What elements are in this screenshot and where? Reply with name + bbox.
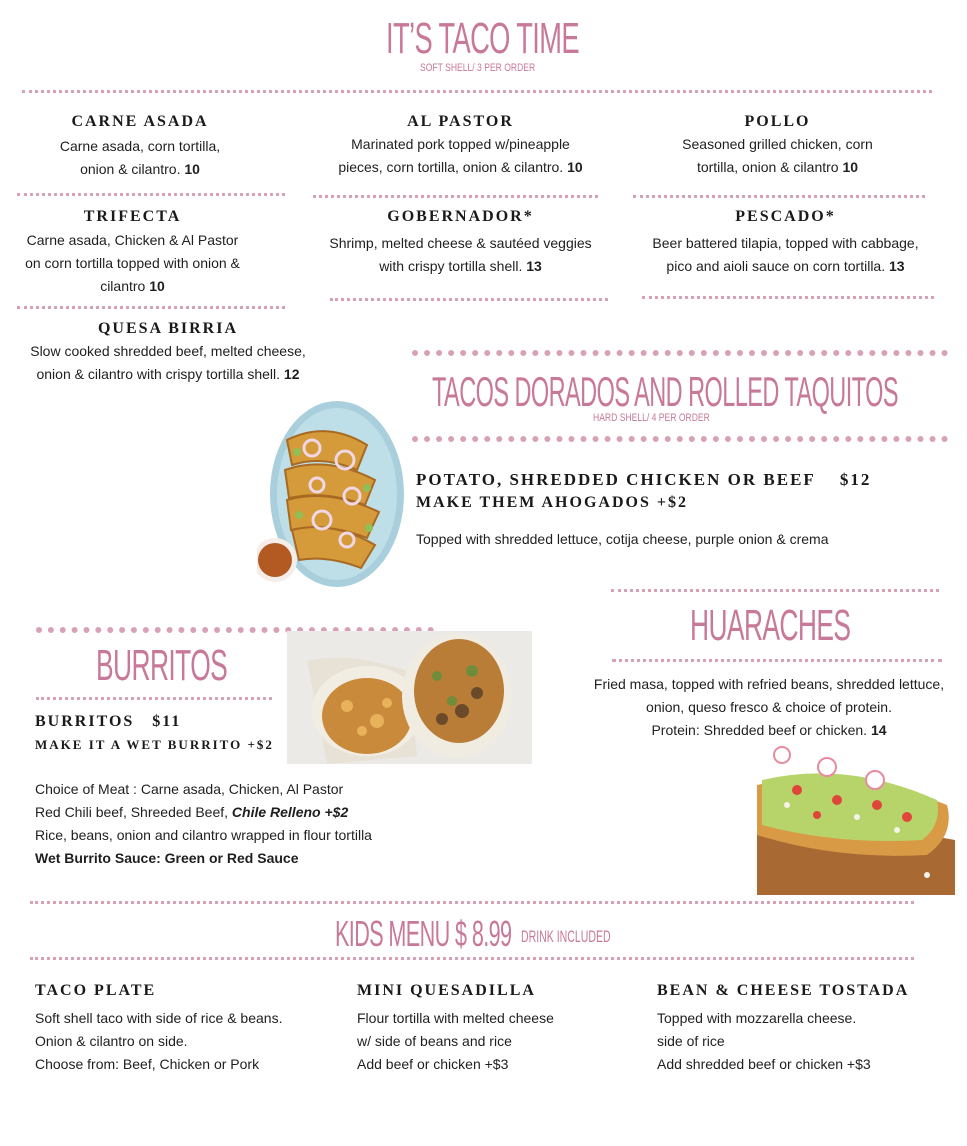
- menu-item-gobernador: [318, 208, 603, 278]
- taco-time-subtitle: SOFT SHELL/ 3 PER ORDER: [420, 62, 536, 74]
- item-name: GOBERNADOR*: [387, 208, 534, 225]
- divider: [612, 659, 942, 662]
- tacos-dorados-title: TACOS DORADOS AND ROLLED TAQUITOS: [432, 368, 898, 415]
- desc-line: Carne asada, Chicken & Al Pastor: [26, 232, 239, 248]
- menu-item-quesa-birria: [10, 320, 326, 386]
- desc-line: onion, queso fresco & choice of protein.: [646, 699, 892, 715]
- desc-line: onion & cilantro with crispy tortilla shell.: [36, 366, 281, 382]
- divider: [36, 697, 272, 700]
- item-price: 13: [889, 258, 905, 274]
- item-desc: [357, 1007, 637, 1076]
- huaraches-title: HUARACHES: [690, 601, 851, 650]
- kids-item-taco-plate: [35, 982, 335, 1076]
- divider: [22, 90, 932, 93]
- burritos-desc: [35, 778, 435, 870]
- divider: [412, 436, 948, 442]
- desc-line: Seasoned grilled chicken, corn: [682, 136, 873, 152]
- item-desc: [318, 232, 603, 278]
- item-name: TRIFECTA: [83, 208, 182, 225]
- item-desc: [657, 1007, 957, 1076]
- desc-line: tortilla, onion & cilantro: [696, 159, 839, 175]
- item-name: POTATO, SHREDDED CHICKEN OR BEEF: [416, 470, 816, 489]
- tacos-dorados-desc: Topped with shredded lettuce, cotija cheese, purple onion & crema: [416, 531, 829, 547]
- desc-line: on corn tortilla topped with onion &: [25, 255, 240, 271]
- item-price: 10: [567, 159, 583, 175]
- desc-line: pico and aioli sauce on corn tortilla.: [666, 258, 886, 274]
- item-name: AL PASTOR: [407, 113, 514, 130]
- burritos-title: BURRITOS: [96, 641, 228, 690]
- divider: [642, 296, 934, 299]
- item-price: 12: [283, 366, 300, 382]
- divider: [17, 306, 285, 309]
- desc-line: Carne asada, corn tortilla,: [59, 138, 221, 154]
- tacos-dorados-photo: [257, 400, 407, 588]
- item-price: 10: [842, 159, 859, 175]
- desc-line: with crispy tortilla shell.: [379, 258, 523, 274]
- desc-line: Flour tortilla with melted cheese: [357, 1010, 554, 1026]
- item-price: 14: [870, 722, 887, 738]
- desc-line: Wet Burrito Sauce: Green or Red Sauce: [35, 850, 299, 866]
- item-name: BEAN & CHEESE TOSTADA: [657, 982, 910, 999]
- desc-line: Fried masa, topped with refried beans, shredded lettuce,: [593, 676, 945, 692]
- desc-line: Add shredded beef or chicken +$3: [657, 1056, 871, 1072]
- tacos-dorados-subtitle: HARD SHELL/ 4 PER ORDER: [593, 412, 710, 424]
- divider: [30, 901, 914, 904]
- item-desc: [15, 229, 250, 298]
- item-name: QUESA BIRRIA: [97, 320, 239, 337]
- kids-menu-title: KIDS MENU $ 8.99: [335, 913, 512, 954]
- desc-line: Topped with mozzarella cheese.: [657, 1010, 857, 1026]
- item-desc: [35, 1007, 335, 1076]
- divider: [313, 195, 598, 198]
- huaraches-desc: [572, 673, 966, 742]
- item-desc: [640, 133, 915, 179]
- divider: [30, 957, 914, 960]
- chile-relleno-addon: Chile Relleno +$2: [231, 804, 349, 820]
- burritos-option: MAKE IT A WET BURRITO +$2: [35, 737, 274, 752]
- desc-line: onion & cilantro.: [80, 161, 181, 177]
- desc-line: Add beef or chicken +$3: [357, 1056, 509, 1072]
- menu-item-pollo: [640, 113, 915, 179]
- item-name: PESCADO*: [735, 208, 836, 225]
- item-desc: [638, 232, 933, 278]
- menu-item-al-pastor: [318, 113, 603, 179]
- desc-line: Marinated pork topped w/pineapple: [351, 136, 570, 152]
- tacos-dorados-option: MAKE THEM AHOGADOS +$2: [416, 494, 688, 511]
- item-name: CARNE ASADA: [71, 113, 209, 130]
- item-name: MINI QUESADILLA: [357, 982, 536, 999]
- item-desc: [318, 133, 603, 179]
- desc-line: w/ side of beans and rice: [357, 1033, 512, 1049]
- desc-line: pieces, corn tortilla, onion & cilantro.: [338, 159, 564, 175]
- kids-item-bean-cheese-tostada: [657, 982, 957, 1076]
- divider: [412, 350, 948, 356]
- kids-item-mini-quesadilla: [357, 982, 637, 1076]
- item-price: 10: [184, 161, 200, 177]
- burrito-photo: [287, 631, 532, 764]
- menu-item-carne-asada: [20, 113, 260, 181]
- divider: [17, 193, 285, 196]
- kids-menu-note: DRINK INCLUDED: [521, 927, 611, 946]
- burritos-item: [35, 713, 181, 731]
- desc-line: Shrimp, melted cheese & sautéed veggies: [329, 235, 592, 251]
- desc-line: Onion & cilantro on side.: [35, 1033, 188, 1049]
- menu-item-trifecta: [15, 208, 250, 298]
- item-name: POLLO: [744, 113, 811, 130]
- divider: [611, 589, 939, 592]
- desc-line: side of rice: [657, 1033, 725, 1049]
- item-name: BURRITOS: [35, 713, 135, 730]
- item-name: TACO PLATE: [35, 982, 157, 999]
- item-price: 10: [149, 278, 165, 294]
- desc-line: Choose from: Beef, Chicken or Pork: [35, 1056, 260, 1072]
- desc-line: Beer battered tilapia, topped with cabbage,: [652, 235, 919, 251]
- item-price: $11: [152, 713, 182, 730]
- divider: [330, 298, 608, 301]
- item-desc: [10, 340, 326, 386]
- divider: [633, 195, 925, 198]
- desc-line: Protein: Shredded beef or chicken.: [651, 722, 868, 738]
- item-desc: [20, 135, 260, 181]
- desc-line: Red Chili beef, Shreeded Beef,: [35, 804, 232, 820]
- desc-line: cilantro: [100, 278, 146, 294]
- tacos-dorados-item: [416, 470, 871, 490]
- item-price: 13: [526, 258, 542, 274]
- huaraches-photo: [757, 745, 955, 895]
- taco-time-title: IT’S TACO TIME: [386, 14, 579, 63]
- item-price: $12: [839, 470, 872, 489]
- desc-line: Choice of Meat : Carne asada, Chicken, Al Pastor: [35, 781, 344, 797]
- menu-item-pescado: [638, 208, 933, 278]
- desc-line: Slow cooked shredded beef, melted cheese,: [30, 343, 306, 359]
- desc-line: Soft shell taco with side of rice & beans.: [35, 1010, 283, 1026]
- desc-line: Rice, beans, onion and cilantro wrapped in flour tortilla: [35, 827, 372, 843]
